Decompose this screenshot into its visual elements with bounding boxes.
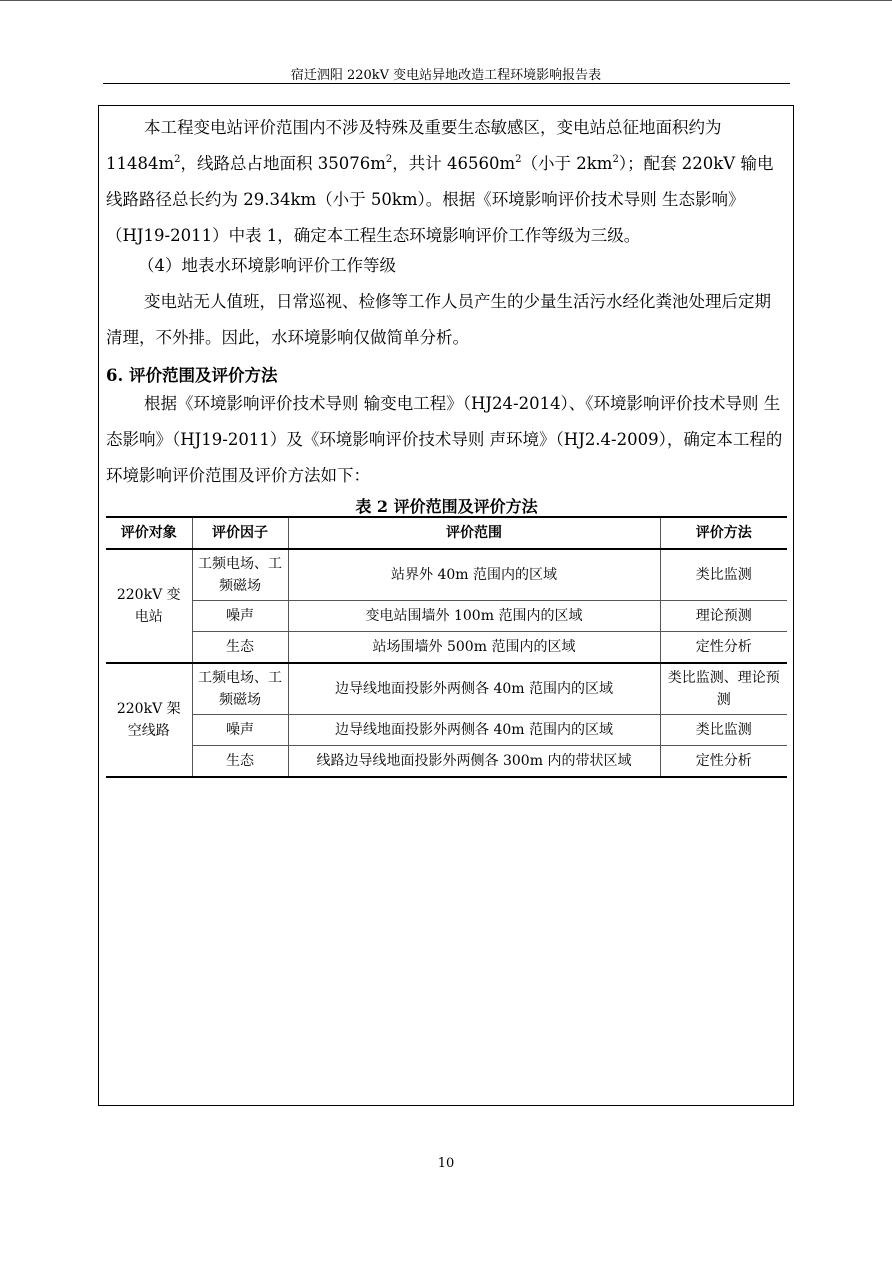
factor-cell: 生态 bbox=[192, 632, 288, 664]
range-cell: 边导线地面投影外两侧各 40m 范围内的区域 bbox=[288, 663, 660, 715]
page-number: 10 bbox=[437, 1156, 455, 1171]
para1-text-e: ）；配套 220kV 输电线路路径总长约为 29.34km（小于 50km）。根据《环境影响评价技术导则 生态影响》（HJ19-2011）中表 1，确定本工程生态环境影响评价工作等级为三级。 bbox=[106, 154, 774, 245]
range-cell: 变电站围墙外 100m 范围内的区域 bbox=[288, 601, 660, 632]
factor-cell: 工频电场、工频磁场 bbox=[192, 549, 288, 601]
range-cell: 线路边导线地面投影外两侧各 300m 内的带状区域 bbox=[288, 746, 660, 778]
table-row bbox=[106, 549, 787, 601]
factor-cell: 噪声 bbox=[192, 601, 288, 632]
table-row bbox=[106, 715, 787, 746]
factor-cell: 噪声 bbox=[192, 715, 288, 746]
evaluation-table bbox=[106, 516, 787, 778]
superscript: 2 bbox=[174, 153, 181, 165]
object-cell: 220kV 变电站 bbox=[106, 549, 192, 663]
table-header-row bbox=[106, 517, 787, 549]
paragraph-ecology-level bbox=[106, 110, 787, 254]
running-header: 宿迁泗阳 220kV 变电站异地改造工程环境影响报告表 bbox=[290, 68, 602, 83]
method-cell: 类比监测 bbox=[660, 549, 787, 601]
range-cell: 站界外 40m 范围内的区域 bbox=[288, 549, 660, 601]
table-caption: 表 2 评价范围及评价方法 bbox=[355, 497, 538, 516]
method-cell: 定性分析 bbox=[660, 746, 787, 778]
range-cell: 边导线地面投影外两侧各 40m 范围内的区域 bbox=[288, 715, 660, 746]
subheading-surface-water: （4）地表水环境影响评价工作等级 bbox=[138, 256, 396, 275]
section-heading-6: 6. 评价范围及评价方法 bbox=[106, 366, 278, 385]
table-row bbox=[106, 601, 787, 632]
para1-text-b: ，线路总占地面积 35076m bbox=[180, 154, 386, 173]
method-cell: 定性分析 bbox=[660, 632, 787, 664]
para1-text-a: 本工程变电站评价范围内不涉及特殊及重要生态敏感区，变电站总征地面积约为 11484m bbox=[106, 118, 722, 173]
method-cell: 类比监测、理论预测 bbox=[660, 663, 787, 715]
paragraph-surface-water: 变电站无人值班，日常巡视、检修等工作人员产生的少量生活污水经化粪池处理后定期清理，不外排。因此，水环境影响仅做简单分析。 bbox=[106, 292, 771, 347]
table-row bbox=[106, 746, 787, 778]
paragraph-evaluation-basis: 根据《环境影响评价技术导则 输变电工程》（HJ24-2014）、《环境影响评价技术导则 生态影响》（HJ19-2011）及《环境影响评价技术导则 声环境》（HJ2.4-2009），确定本工程的环境影响评价范围及评价方法如下： bbox=[106, 394, 783, 485]
object-cell: 220kV 架空线路 bbox=[106, 663, 192, 777]
superscript: 2 bbox=[515, 153, 522, 165]
table-row bbox=[106, 632, 787, 664]
superscript: 2 bbox=[612, 153, 619, 165]
header-cell: 评价因子 bbox=[192, 517, 288, 549]
header-cell: 评价对象 bbox=[106, 517, 192, 549]
para1-text-d: （小于 2km bbox=[521, 154, 613, 173]
header-cell: 评价方法 bbox=[660, 517, 787, 549]
method-cell: 理论预测 bbox=[660, 601, 787, 632]
para1-text-c: ，共计 46560m bbox=[392, 154, 516, 173]
table-row bbox=[106, 663, 787, 715]
header-cell: 评价范围 bbox=[288, 517, 660, 549]
factor-cell: 工频电场、工频磁场 bbox=[192, 663, 288, 715]
page-top-border bbox=[0, 0, 892, 1]
range-cell: 站场围墙外 500m 范围内的区域 bbox=[288, 632, 660, 664]
method-cell: 类比监测 bbox=[660, 715, 787, 746]
factor-cell: 生态 bbox=[192, 746, 288, 778]
superscript: 2 bbox=[385, 153, 393, 165]
header-rule bbox=[103, 83, 790, 84]
